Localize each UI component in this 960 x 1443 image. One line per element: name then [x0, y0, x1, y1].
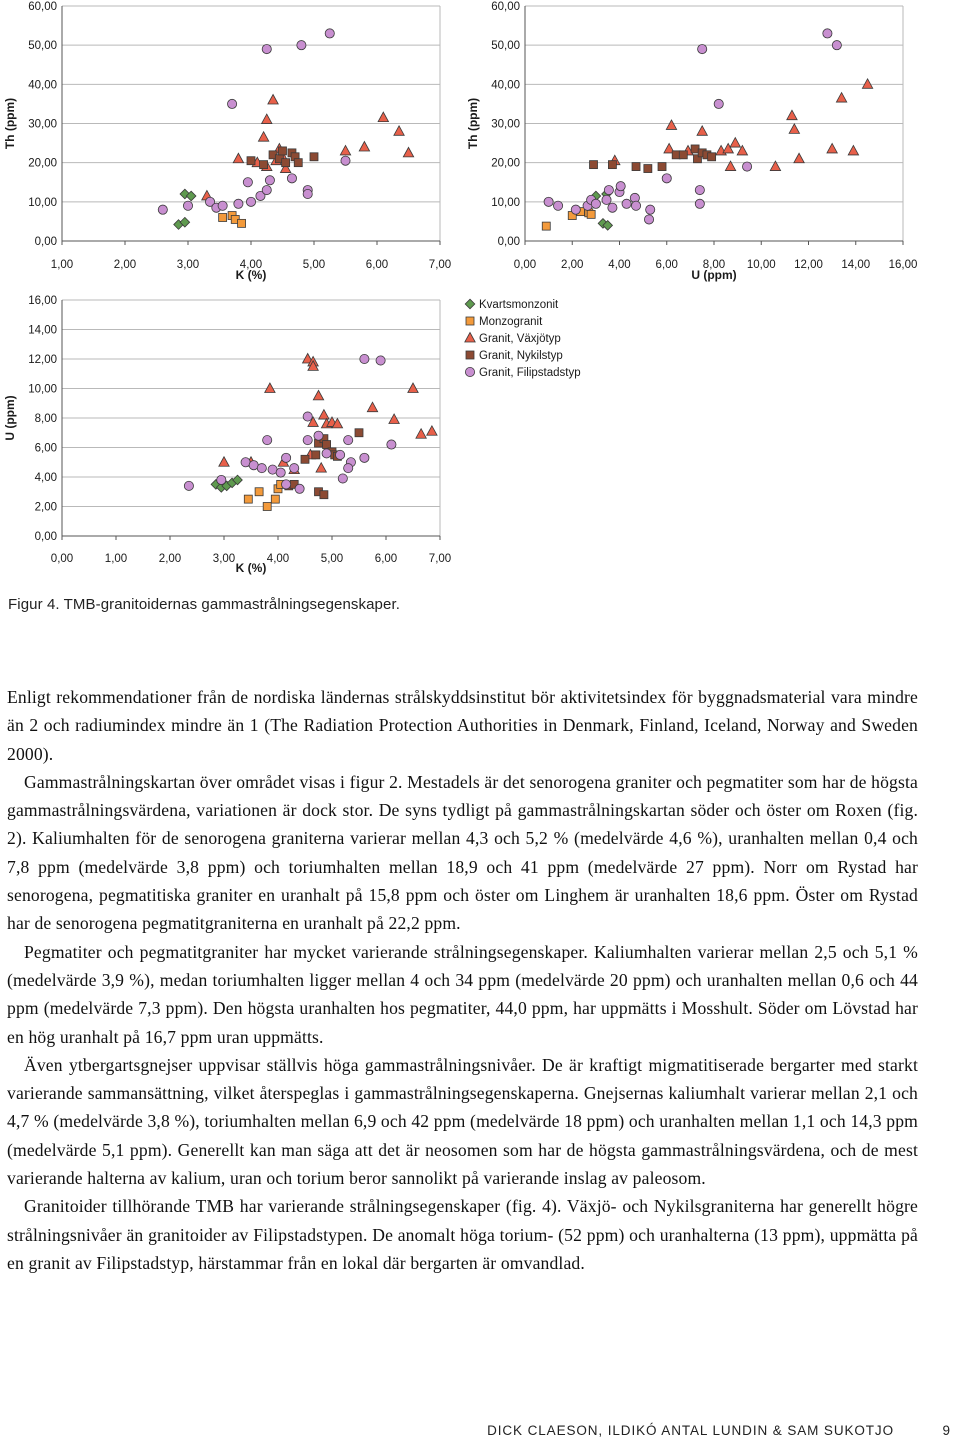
k-u-y-tick-label: 12,00	[28, 354, 57, 366]
k-u-point-granit-filipstadstyp	[338, 474, 347, 483]
k-u-x-tick-label: 1,00	[104, 553, 128, 565]
k-th-point-granit-nykilstyp	[310, 153, 318, 161]
k-th-x-tick-label: 5,00	[302, 259, 326, 271]
k-th-point-granit-nykilstyp	[279, 147, 287, 155]
legend-label-monzogranit: Monzogranit	[479, 316, 543, 328]
k-th-point-granit-nykilstyp	[260, 161, 268, 169]
u-th-point-granit-filipstadstyp	[608, 203, 617, 212]
u-th-x-tick-label: 2,00	[561, 259, 584, 271]
u-th-point-granit-filipstadstyp	[646, 205, 655, 214]
k-th-point-granit-nykilstyp	[282, 159, 290, 167]
k-u-x-tick-label: 7,00	[428, 553, 452, 565]
u-th-y-tick-label: 40,00	[491, 79, 520, 92]
k-u-point-granit-filipstadstyp	[314, 431, 323, 440]
k-u-point-granit-vaxjotyp	[389, 414, 399, 424]
paragraph-5: Granitoider tillhörande TMB har varierande strålningsegenskaper (fig. 4). Växjö- och Nykilsgraniterna har generellt högre strålningsnivåer än granitoider av Filipstadstypen. De anomalt höga torium- (52 ppm) och uranhalterna (13 ppm), uppmätta på en granit av Filipstadstyp, härstammar från en lokal där bergarten är omvandlad.	[7, 1196, 918, 1273]
figure-caption: Figur 4. TMB-granitoidernas gammastrålningsegenskaper.	[8, 596, 400, 613]
u-th-point-monzogranit	[542, 222, 550, 230]
k-u-point-granit-nykilstyp	[355, 429, 363, 437]
u-th-point-granit-filipstadstyp	[742, 162, 751, 171]
k-u-point-granit-filipstadstyp	[217, 475, 226, 484]
k-u-y-tick-label: 8,00	[34, 413, 57, 425]
k-th-point-granit-filipstadstyp	[262, 44, 271, 53]
legend-marker-granit-vaxjotyp	[465, 333, 475, 343]
paragraph-2: Gammastrålningskartan över området visas i figur 2. Mestadels är det senorogena graniter och pegmatiter som har de högsta gammastrålningsvärdena, variationen är dock stor. De syns tydligt på gammastrålningskartan söder och öster om Roxen (fig. 2). Kaliumhalten för de senorogena graniterna varierar mellan 4,3 och 5,2 % (medelvärde 4,6 %), uranhalten mellan 0,4 och 7,8 ppm (medelvärde 3,8 ppm) och toriumhalten mellan 18,9 och 41 ppm (medelvärde 27 ppm). Norr om Rystad har senorogena, pegmatitiska graniter en uranhalt på 15,8 ppm och öster om Linghem är uranhalten 18,6 ppm. Öster om Rystad har de senorogena pegmatitgraniterna en uranhalt på 22,2 ppm.	[7, 771, 918, 934]
chart-k-u	[3, 295, 451, 575]
k-th-point-granit-filipstadstyp	[218, 201, 227, 210]
k-u-point-granit-filipstadstyp	[282, 480, 291, 489]
k-th-point-granit-vaxjotyp	[233, 153, 243, 163]
u-th-x-tick-label: 8,00	[702, 259, 726, 271]
u-th-y-tick-label: 20,00	[491, 157, 520, 170]
u-th-x-tick-label: 12,00	[794, 259, 823, 271]
k-u-point-granit-vaxjotyp	[265, 383, 275, 393]
k-u-x-tick-label: 0,00	[50, 553, 74, 565]
u-th-x-tick-label: 6,00	[655, 259, 678, 271]
u-th-point-granit-vaxjotyp	[697, 126, 707, 135]
legend-marker-granit-filipstadstyp	[465, 367, 474, 376]
k-u-point-granit-nykilstyp	[320, 491, 328, 499]
k-u-point-granit-vaxjotyp	[319, 410, 329, 420]
k-th-point-granit-vaxjotyp	[359, 142, 369, 152]
u-th-point-granit-filipstadstyp	[604, 185, 613, 194]
chart-u-th	[466, 1, 917, 282]
k-th-point-granit-filipstadstyp	[297, 41, 306, 50]
chart-k-th	[3, 1, 451, 282]
paragraph-4: Även ytbergartsgnejser uppvisar ställvis höga gammastrålningsnivåer. De är kraftigt migmatitiserade bergarter med starkt varierande sammansättning, vilket återspeglas i gammastrålningsegenskaperna. Gnejsernas kaliumhalt varierar mellan 2,1 och 4,7 % (medelvärde 3,8 %), toriumhalten mellan 6,9 och 42 ppm (medelvärde 18 ppm) och uranhalten mellan 1,1 och 14,3 ppm (medelvärde 5,1 ppm). Generellt kan man säga att det är neosomen som har de högsta gammastrålningsvärdena, och de mest varierande halterna av kalium, uran och torium beror sannolikt på varierande inslag av paleosom.	[7, 1054, 918, 1189]
u-th-point-granit-vaxjotyp	[787, 110, 797, 120]
k-th-point-granit-filipstadstyp	[246, 197, 255, 206]
u-th-point-granit-nykilstyp	[608, 161, 616, 169]
legend-marker-kvartsmonzonit	[465, 299, 475, 309]
k-u-point-granit-vaxjotyp	[316, 463, 326, 473]
k-u-point-granit-filipstadstyp	[322, 449, 331, 458]
k-th-point-granit-filipstadstyp	[234, 199, 243, 208]
legend-label-kvartsmonzonit: Kvartsmonzonit	[479, 299, 559, 311]
k-u-point-granit-vaxjotyp	[219, 457, 229, 467]
k-th-point-granit-filipstadstyp	[325, 29, 334, 38]
u-th-point-granit-filipstadstyp	[591, 199, 600, 208]
k-th-point-granit-filipstadstyp	[183, 201, 192, 210]
k-u-y-tick-label: 14,00	[28, 324, 57, 337]
u-th-x-tick-label: 16,00	[888, 259, 918, 271]
u-th-y-tick-label: 0,00	[497, 236, 520, 248]
k-th-x-tick-label: 7,00	[428, 259, 452, 271]
k-u-x-tick-label: 6,00	[374, 553, 398, 565]
u-th-point-granit-filipstadstyp	[616, 182, 625, 191]
k-th-x-tick-label: 3,00	[176, 259, 200, 271]
u-th-point-granit-vaxjotyp	[666, 120, 676, 129]
k-th-point-granit-filipstadstyp	[303, 189, 312, 198]
u-th-point-granit-nykilstyp	[590, 161, 598, 169]
u-th-y-tick-label: 30,00	[491, 118, 520, 131]
u-th-point-granit-vaxjotyp	[794, 153, 804, 163]
k-u-point-granit-filipstadstyp	[336, 450, 345, 459]
k-u-y-tick-label: 16,00	[28, 295, 57, 307]
k-u-y-tick-label: 2,00	[34, 501, 57, 514]
k-u-x-axis-title: K (%)	[235, 561, 267, 575]
u-th-point-granit-filipstadstyp	[714, 99, 723, 108]
body-text	[7, 683, 918, 1277]
u-th-x-tick-label: 4,00	[608, 259, 631, 271]
u-th-point-granit-filipstadstyp	[553, 201, 562, 210]
u-th-y-tick-label: 50,00	[491, 40, 520, 53]
k-u-y-tick-label: 4,00	[34, 472, 57, 484]
k-th-x-tick-label: 6,00	[365, 259, 389, 271]
k-u-point-granit-vaxjotyp	[427, 426, 437, 436]
legend-marker-monzogranit	[466, 317, 474, 325]
page-number: 9	[942, 1423, 950, 1438]
chart-legend	[465, 299, 581, 379]
u-th-point-granit-nykilstyp	[708, 153, 716, 161]
k-th-point-granit-vaxjotyp	[394, 126, 404, 135]
k-th-point-monzogranit	[238, 219, 246, 227]
k-u-point-granit-nykilstyp	[301, 455, 309, 463]
u-th-point-granit-nykilstyp	[658, 163, 666, 171]
k-th-point-granit-vaxjotyp	[262, 114, 272, 124]
k-u-point-granit-filipstadstyp	[290, 464, 299, 473]
u-th-point-monzogranit	[587, 210, 595, 218]
k-th-y-tick-label: 60,00	[28, 1, 57, 13]
u-th-point-granit-filipstadstyp	[823, 29, 832, 38]
k-u-point-granit-filipstadstyp	[303, 412, 312, 421]
u-th-point-granit-filipstadstyp	[698, 44, 707, 53]
k-th-y-tick-label: 50,00	[28, 40, 57, 53]
u-th-point-granit-filipstadstyp	[622, 199, 631, 208]
k-u-point-granit-filipstadstyp	[376, 356, 385, 365]
k-u-point-monzogranit	[263, 503, 271, 511]
k-th-point-granit-filipstadstyp	[158, 205, 167, 214]
legend-label-granit-filipstadstyp: Granit, Filipstadstyp	[479, 367, 581, 379]
u-th-x-axis-title: U (ppm)	[691, 268, 737, 282]
legend-label-granit-vaxjotyp: Granit, Växjötyp	[479, 333, 561, 345]
k-u-point-granit-vaxjotyp	[367, 402, 377, 412]
k-th-point-granit-nykilstyp	[294, 159, 302, 167]
paragraph-1: Enligt rekommendationer från de nordiska ländernas strålskyddsinstitut bör aktivitetsindex för byggnadsmaterial vara mindre än 2 och radiumindex mindre än 1 (The Radiation Protection Authorities in Denmark, Finland, Iceland, Norway and Sweden 2000).	[7, 687, 918, 764]
k-th-point-granit-vaxjotyp	[340, 145, 350, 155]
u-th-point-granit-vaxjotyp	[789, 124, 799, 134]
k-u-point-granit-vaxjotyp	[408, 383, 418, 393]
k-u-point-monzogranit	[244, 495, 252, 503]
k-th-y-tick-label: 10,00	[28, 196, 57, 209]
k-th-x-axis-title: K (%)	[235, 268, 267, 282]
k-u-point-granit-filipstadstyp	[387, 440, 396, 449]
k-u-point-granit-filipstadstyp	[360, 453, 369, 462]
k-th-y-tick-label: 30,00	[28, 118, 57, 131]
k-th-point-granit-vaxjotyp	[378, 112, 388, 122]
u-th-point-granit-filipstadstyp	[662, 174, 671, 183]
k-u-point-granit-filipstadstyp	[360, 354, 369, 363]
k-th-y-tick-label: 40,00	[28, 79, 57, 92]
u-th-point-granit-vaxjotyp	[862, 79, 872, 89]
k-u-point-monzogranit	[255, 488, 263, 496]
k-th-point-granit-filipstadstyp	[243, 178, 252, 187]
k-th-point-granit-nykilstyp	[247, 157, 255, 165]
k-u-point-granit-nykilstyp	[312, 451, 320, 459]
figure-4-plots	[0, 0, 960, 590]
k-th-y-tick-label: 0,00	[34, 236, 57, 248]
u-th-y-tick-label: 60,00	[491, 1, 520, 13]
k-u-y-tick-label: 0,00	[34, 531, 57, 543]
u-th-point-granit-filipstadstyp	[631, 201, 640, 210]
k-u-point-granit-vaxjotyp	[416, 429, 426, 439]
k-th-point-granit-filipstadstyp	[287, 174, 296, 183]
u-th-y-tick-label: 10,00	[491, 196, 520, 209]
u-th-y-axis-title: Th (ppm)	[466, 97, 480, 150]
k-u-point-granit-filipstadstyp	[303, 436, 312, 445]
u-th-point-granit-filipstadstyp	[695, 199, 704, 208]
u-th-point-granit-vaxjotyp	[730, 138, 740, 148]
k-th-y-tick-label: 20,00	[28, 157, 57, 170]
legend-marker-granit-nykilstyp	[466, 351, 474, 359]
k-th-y-axis-title: Th (ppm)	[3, 97, 17, 150]
u-th-x-tick-label: 0,00	[513, 259, 537, 271]
k-th-x-tick-label: 4,00	[239, 259, 263, 271]
k-th-x-tick-label: 1,00	[50, 259, 74, 271]
k-u-y-axis-title: U (ppm)	[3, 395, 17, 441]
k-th-point-granit-filipstadstyp	[228, 99, 237, 108]
k-u-point-granit-filipstadstyp	[184, 481, 193, 490]
u-th-point-granit-vaxjotyp	[827, 143, 837, 153]
u-th-point-granit-nykilstyp	[632, 163, 640, 171]
k-th-point-granit-vaxjotyp	[403, 147, 413, 157]
u-th-x-tick-label: 14,00	[841, 259, 871, 271]
k-u-point-granit-filipstadstyp	[295, 484, 304, 493]
k-u-point-granit-nykilstyp	[323, 441, 331, 449]
paragraph-3: Pegmatiter och pegmatitgraniter har mycket varierande strålningsegenskaper. Kaliumhalten varierar mellan 2,5 och 5,1 % (medelvärde 3,9 %), medan toriumhalten ligger mellan 4 och 34 ppm (medelvärde 20 ppm) och uranhalten mellan 0,6 och 44 ppm (medelvärde 7,3 ppm). Den högsta uranhalten hos pegmatiter, 44,0 ppm, har uppmätts i Mosshult. Söder om Lövstad har en hög uranhalt på 16,7 ppm uran uppmätts.	[7, 941, 918, 1047]
u-th-point-granit-vaxjotyp	[836, 93, 846, 103]
k-u-x-tick-label: 3,00	[212, 553, 236, 565]
u-th-point-granit-filipstadstyp	[571, 205, 580, 214]
k-u-y-tick-label: 10,00	[28, 383, 57, 396]
k-th-x-tick-label: 2,00	[113, 259, 137, 271]
u-th-x-tick-label: 10,00	[746, 259, 776, 271]
k-u-point-monzogranit	[271, 495, 279, 503]
k-u-point-granit-filipstadstyp	[282, 453, 291, 462]
k-th-point-monzogranit	[219, 214, 227, 222]
k-u-point-granit-vaxjotyp	[313, 390, 323, 400]
u-th-point-granit-vaxjotyp	[848, 145, 858, 155]
k-u-x-tick-label: 2,00	[158, 553, 182, 565]
k-u-x-tick-label: 4,00	[266, 553, 290, 565]
k-u-point-granit-filipstadstyp	[263, 436, 272, 445]
k-th-point-granit-filipstadstyp	[341, 156, 350, 165]
u-th-point-granit-filipstadstyp	[695, 185, 704, 194]
u-th-point-granit-filipstadstyp	[544, 197, 553, 206]
u-th-point-granit-filipstadstyp	[644, 215, 653, 224]
k-u-point-granit-filipstadstyp	[344, 436, 353, 445]
u-th-point-granit-filipstadstyp	[832, 41, 841, 50]
k-th-point-granit-filipstadstyp	[265, 176, 274, 185]
k-th-point-granit-vaxjotyp	[258, 132, 268, 142]
k-u-x-tick-label: 5,00	[320, 553, 344, 565]
legend-label-granit-nykilstyp: Granit, Nykilstyp	[479, 350, 563, 362]
k-th-point-granit-filipstadstyp	[262, 185, 271, 194]
k-u-point-granit-filipstadstyp	[344, 464, 353, 473]
k-th-point-granit-vaxjotyp	[268, 95, 278, 105]
k-u-y-tick-label: 6,00	[34, 442, 57, 455]
u-th-point-granit-nykilstyp	[644, 165, 652, 173]
k-u-point-granit-filipstadstyp	[257, 464, 266, 473]
u-th-point-granit-filipstadstyp	[602, 195, 611, 204]
k-u-point-granit-filipstadstyp	[276, 468, 285, 477]
u-th-point-granit-nykilstyp	[679, 151, 687, 159]
footer-authors: DICK CLAESON, ILDIKÓ ANTAL LUNDIN & SAM SUKOTJO	[487, 1423, 894, 1438]
